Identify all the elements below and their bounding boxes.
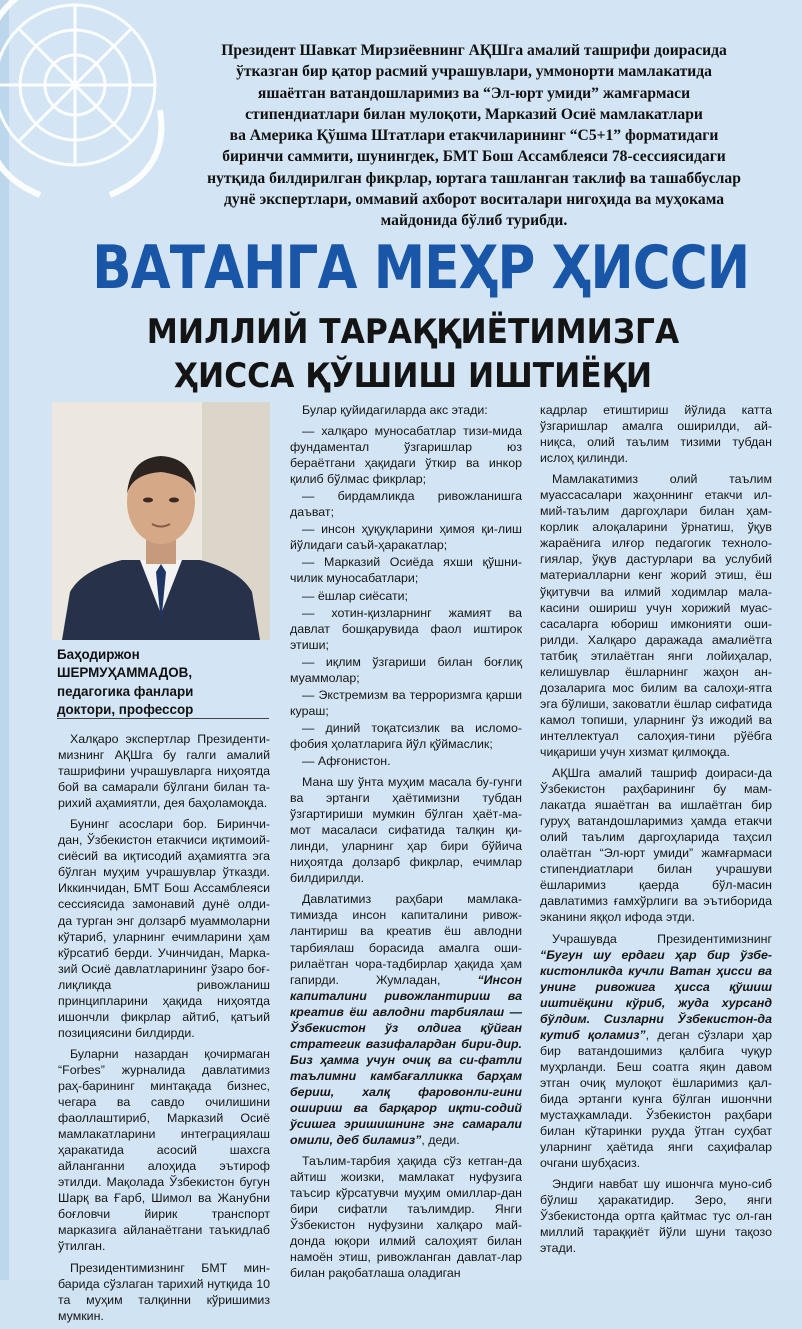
paragraph [540,931,772,1172]
lead-line: майдонида бўлиб турибди. [380,212,568,230]
lead-line: биринчи саммити, шунингдек, БМТ Бош Ассамблеяси 78-сессиясидаги [222,148,726,166]
list-item: — халқаро муносабатлар тизи-мида фундаментал ўзгаришлар юз бераётгани ҳақидаги ўткир ва инкор қилиб бўлмас фикрлар; [290,424,522,487]
paragraph: Булар қуйидагиларда акс этади: [302,403,488,417]
paragraph: Халқаро экспертлар Президенти-мизнинг АҚШга бу галги амалий ташрифини учрашувларга ниҳоятда бой ва самарали бўлгани билан та-рихий аҳамиятли, дея баҳоламоқда. [58,732,270,811]
paragraph-text: Давлатимиз раҳбари мамлака-тимизда инсон капиталини ривож-лантириш ва креатив ёш авлодни тарбиялаш борасида амалга оши-рилаётган чора-тадбирлар ҳақида ҳам гапирди. Жумладан, [290,892,522,987]
lead-line: ва Америка Қўшма Штатлари етакчиларининг “C5+1” форматидаги [229,127,719,145]
paragraph: Таълим-тарбия ҳақида сўз кетган-да айтиш жоизки, мамлакат нуфузига таъсир кўрсатувчи муҳим омиллар-дан бири сифатли таълимдир. Янги Ўзбекистон нуфузини халқаро май-донда юқори илмий салоҳият билан намоён этиш, ривожланган давлат-лар билан рақобатлаша оладиган [290,1154,522,1281]
byline-rule [57,718,269,719]
text-column-2 [290,402,522,1286]
lead-paragraph [178,40,770,232]
list-item: — ёшлар сиёсати; [302,588,408,603]
paragraph: Эндиги навбат шу ишончга муно-сиб бўлиш ҳаракатидир. Зеро, янги Ўзбекистонда ортга қайтмас тус ол-ган миллий тараққиёт йўли шуни тақозо этади. [540,1177,772,1256]
lead-line: ўтказган бир қатор расмий учрашувлари, уммонорти мамлакатида [236,63,712,81]
subheadline-line-1: МИЛЛИЙ ТАРАҚҚИЁТИМИЗГА [146,312,680,352]
list-item: — бирдамликда ривожланишга даъват; [290,489,522,520]
text-column-1 [58,731,270,1329]
author-surname: ШЕРМУҲАММАДОВ, [57,665,193,681]
list-item: — Афғонистон. [302,753,391,768]
paragraph: кадрлар етиштириш йўлида катта ўзгаришлар амалга оширилди, ай-ниқса, олий таълим тизими тубдан ислоҳ қилинди. [540,403,772,466]
paragraph: Мамлакатимиз олий таълим муассасалари жаҳоннинг етакчи ил-мий-таълим даргоҳлари билан ҳам-корлик алоқаларини ўрнатиш, ўқув жараёнига илғор педагогик техноло-гиялар, ўқув дастурлари ва услубий материалларни кенг жорий этиш, ёш ўқитувчи ва илмий ходимлар мала-касини ошириш учун хорижий муас-сасаларга юбориш имконияти оши-рилди. Халқаро даражада амалиётга татбиқ этилаётган янги лойиҳалар, келишувлар ёшларнинг жаҳон ан-дозаларига мос билим ва салоҳи-ятга эга бўлиши, заковатли ёшлар сифатида камол топиши, уларнинг ўз ижодий ва интеллектуал салоҳия-тини рўёбга чиқариши учун хизмат қилмоқда. [540,472,772,759]
paragraph: Бунинг асослари бор. Биринчи-дан, Ўзбекистон етакчиси иқтимоий-сиёсий ва иқтисодий аҳамиятга эга бўлган муҳим учрашувлар ўтказди. Иккинчидан, БМТ Бош Ассамблеяси сессиясида замонавий дунё олди-да турган энг долзарб муаммоларни кўтариб, уларнинг ечимларини ҳам кўрсатиб берди. Учинчидан, Марка-зий Осиё давлатларининг ўзаро боғ-лиқликда ривожланиш принципларини ҳақида ниҳоятда ишончли фикрлар айтиб, қатъий позициясини билдирди. [58,817,270,1040]
quote-text: “Инсон капиталини ривожлантириш ва креатив ёш авлодни тарбиялаш — Ўзбекистон ўз олдига қўйган стратегик вазифалардан бири-дир. Биз ҳамма учун очиқ ва си-фатли таълимни камбағалликка барҳам бериш, халқ фаровонли-гини ошириш ва барқарор иқти-содий ўсишга эришишнинг энг самарали омили, деб биламиз” [290,972,522,1148]
subheadline-line-2: ҲИССА ҚЎШИШ ИШТИЁҚИ [173,356,653,396]
author-byline [57,646,269,720]
list-item: — иқлим ўзгариши билан боғлиқ муаммолар; [290,654,522,685]
author-title: доктори, профессор [57,702,194,718]
paragraph: Мана шу ўнта муҳим масала бу-гунги ва эртанги ҳаётимизни тубдан ўзгартириши мумкин бўлган ҳаёт-ма-мот масаласи сифатида талқин қи-линди, уларнинг ҳар бири бўйича ниҳоятда долзарб фикрлар, ечимлар билдирилди. [290,775,522,886]
paragraph: Буларни назардан қочирмаган “Forbes” журналида давлатимиз раҳ-барининг минтақада бизнес, чегара ва савдо очилишини фаоллаштириб, Марказий Осиё мамлакатларини интеграциялаш ҳаракатида асосий шахсга айланганни алоҳида эътироф этилди. Мақолада Ўзбекистон бугун Шарқ ва Ғарб, Шимол ва Жанубни боғловчи йирик транспорт марказига айланаётгани таъкидлаб ўтилган. [58,1046,270,1254]
paragraph: АҚШга амалий ташриф доираси-да Ўзбекистон раҳбарининг бу мам-лакатда яшаётган ва ишлаётган бир гуруҳ ватандошларимиз ҳамда етакчи олий таълим даргоҳларида таҳсил олаётган “Эл-юрт умиди” жамғармаси стипендиатлари билан учрашуви ёшларимиз қаерда бўл-масин давлатимиз ғамхўрлиги ва эътиборида эканини яққол ифода этди. [540,766,772,925]
paragraph-text: , деган сўзлари ҳар бир ватандошимиз қалбига чуқур муҳрланди. Беш соатга яқин давом этган очиқ мулоқот ёшларимиз қал-бида эртанги кунга бўлган ишончни мустаҳкамлади. Ўзбекистон раҳбари билан кўтаринки руҳда ўтган суҳбат уларнинг ҳаётида янги саҳифалар очгани шубҳасиз. [540,1027,772,1171]
portrait-illustration [52,402,270,640]
author-name: Баҳодиржон [57,647,140,662]
lead-line: стипендиатлари билан мулоқоти, Марказий Осиё мамлакатлари [245,105,703,123]
author-title: педагогика фанлари [57,683,194,699]
lead-line: нутқида билдирилган фикрлар, юртага ташланган таклиф ва ташаббуслар [207,169,741,187]
paragraph-text: , деди. [421,1133,460,1148]
lead-line: Президент Шавкат Мирзиёевнинг АҚШга амалий ташрифи доирасида [221,42,727,59]
list-item: — Марказий Осиёда яхши қўшни-чилик муносабатлари; [290,555,522,586]
quote-text: “Бугун шу ердаги ҳар бир ўзбе-кистонликда кучли Ватан ҳисси ва унинг ривожига ҳисса қўшиш иштиёқини кўриб, жуда хурсанд бўлдим. Сизларни Ўзбекистон-да кутиб қоламиз” [540,947,772,1042]
paragraph-text: Учрашувда Президентимизнинг [552,931,772,946]
list-item: — Экстремизм ва терроризмга қарши кураш; [290,687,522,718]
paragraph: Президентимизнинг БМТ мин-барида сўзлаган тарихий нутқида 10 та муҳим талқинни кўришимиз мумкин. [58,1260,270,1323]
list-item: — хотин-қизларнинг жамият ва давлат бошқарувида фаол иштирок этиши; [290,605,522,652]
lead-line: яшаётган ватандошларимиз ва “Эл-юрт умиди” жамғармаси [257,84,691,102]
un-emblem-icon [0,0,190,200]
headline: ВАТАНГА МЕҲР ҲИССИ [92,233,750,303]
list-item: — диний тоқатсизлик ва исломо-фобия ҳолатларига йўл қўймаслик; [290,720,522,751]
author-photo [52,402,270,640]
paragraph [290,891,522,1148]
list-item: — инсон ҳуқуқларини ҳимоя қи-лиш йўлидаги саъй-ҳаракатлар; [290,522,522,553]
text-column-3 [540,402,772,1261]
lead-line: дунё экспертлари, оммавий ахборот воситалари нигоҳида ва муҳокама [223,191,725,209]
